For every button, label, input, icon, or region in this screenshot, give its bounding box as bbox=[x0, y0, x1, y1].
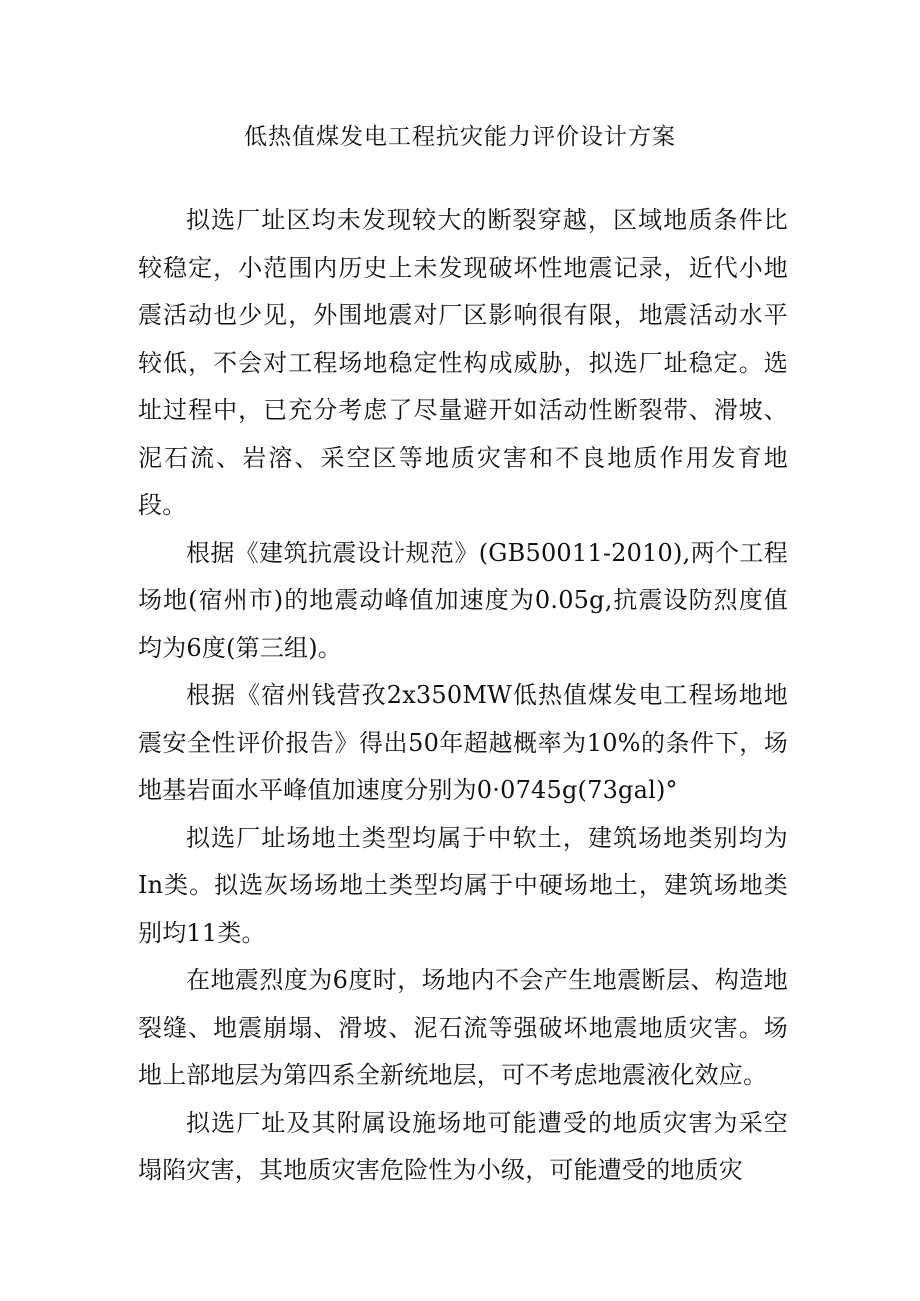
paragraph-soil-type: 拟选厂址场地土类型均属于中软土，建筑场地类别均为In类。拟选灰场场地土类型均属于中硬场地土，建筑场地类别均11类。 bbox=[138, 823, 788, 947]
paragraph-geological-hazard: 拟选厂址及其附属设施场地可能遭受的地质灾害为采空塌陷灾害，其地质灾害危险性为小级，可能遭受的地质灾 bbox=[138, 1108, 788, 1184]
paragraph-seismic-code: 根据《建筑抗震设计规范》(GB50011-2010),两个工程场地(宿州市)的地震动峰值加速度为0.05g,抗震设防烈度值均为6度(第三组)。 bbox=[138, 538, 788, 662]
document-body bbox=[138, 197, 788, 1195]
paragraph-intensity: 在地震烈度为6度时，场地内不会产生地震断层、构造地裂缝、地震崩塌、滑坡、泥石流等强破坏地震地质灾害。场地上部地层为第四系全新统地层，可不考虑地震液化效应。 bbox=[138, 966, 788, 1089]
document-title: 低热值煤发电工程抗灾能力评价设计方案 bbox=[244, 124, 676, 150]
paragraph-site-stability: 拟选厂址区均未发现较大的断裂穿越，区域地质条件比较稳定，小范围内历史上未发现破坏性地震记录，近代小地震活动也少见，外围地震对厂区影响很有限，地震活动水平较低，不会对工程场地稳定性构成威胁，拟选厂址稳定。选址过程中，已充分考虑了尽量避开如活动性断裂带、滑坡、泥石流、岩溶、采空区等地质灾害和不良地质作用发育地段。 bbox=[138, 206, 788, 519]
paragraph-safety-report: 根据《宿州钱营孜2x350MW低热值煤发电工程场地地震安全性评价报告》得出50年超越概率为10%的条件下，场地基岩面水平峰值加速度分别为0·0745g(73gal)° bbox=[138, 681, 788, 804]
